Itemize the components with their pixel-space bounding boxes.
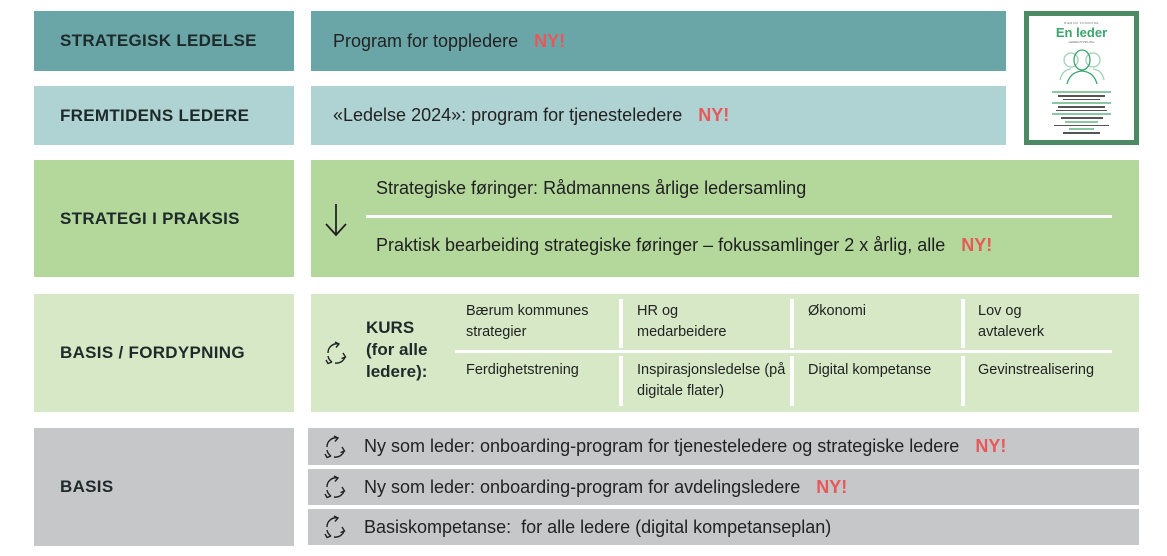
row-label-text: BASIS: [60, 477, 114, 496]
praktisk-bearbeiding-item: [376, 235, 992, 256]
course-grid-divider: [455, 350, 1112, 353]
program-toppledere-box: [311, 11, 1006, 71]
row-label-text: STRATEGISK LEDELSE: [60, 31, 257, 50]
course-grid-divider: [790, 356, 794, 406]
en-leder-cover-image: [1024, 11, 1139, 145]
cycle-icon: [323, 340, 349, 366]
cycle-icon: [322, 514, 348, 540]
basis-item-onboarding-tjenesteledere: [308, 428, 1139, 465]
basis-item-onboarding-avdelingsledere: [308, 469, 1139, 505]
course-inspirasjonsledelse: Inspirasjonsledelse (på digitale flater): [637, 362, 786, 399]
basis-item-text: Basiskompetanse: for alle ledere (digital kompetanseplan): [364, 516, 832, 537]
new-badge: NY!: [534, 30, 566, 51]
program-text: Program for toppledere: [333, 30, 519, 51]
basis-item-text: Ny som leder: onboarding-program for tjenesteledere og strategiske ledere: [364, 436, 960, 456]
new-badge: NY!: [816, 476, 848, 497]
row-label-text: BASIS / FORDYPNING: [60, 343, 245, 362]
course-ferdighetstrening: Ferdighetstrening: [466, 362, 579, 378]
strategi-i-praksis-box: [311, 160, 1139, 277]
divider: [366, 215, 1112, 218]
row-label-strategi-i-praksis: [34, 160, 294, 277]
course-baerum-strategier: Bærum kommunes strategier: [466, 303, 589, 340]
course-lov-avtaleverk: Lov og avtaleverk: [978, 303, 1045, 340]
row-label-text: FREMTIDENS LEDERE: [60, 105, 250, 125]
row-label-fremtidens-ledere: [34, 86, 294, 145]
kurs-label: [366, 317, 427, 383]
course-okonomi: Økonomi: [808, 303, 867, 319]
kurs-label-line: (for alle: [366, 340, 428, 359]
new-badge: NY!: [975, 436, 1007, 456]
course-grid-divider: [790, 299, 794, 348]
course-gevinstrealisering: Gevinstrealisering: [978, 362, 1095, 378]
row-label-basis-fordypning: [34, 294, 294, 412]
kurs-box: [311, 294, 1139, 412]
praktisk-bearbeiding-text: Praktisk bearbeiding strategiske føringer – fokussamlinger 2 x årlig, alle: [376, 235, 946, 255]
basis-item-text: Ny som leder: onboarding-program for avdelingsledere: [364, 476, 801, 497]
kurs-label-line: KURS: [366, 318, 415, 337]
ledelse-2024-box: [311, 86, 1006, 145]
cover-subtitle: LEDERUTVIKLING: [1068, 40, 1095, 44]
strategiske-foringer-text: Strategiske føringer: Rådmannens årlige ledersamling: [376, 178, 807, 198]
new-badge: NY!: [698, 105, 730, 125]
cover-title: En leder: [1055, 25, 1108, 40]
row-label-strategisk-ledelse: [34, 11, 294, 71]
kurs-label-line: ledere):: [366, 362, 428, 381]
cycle-icon: [322, 434, 348, 460]
cover-top-text: BÆRUM KOMMUNE: [1064, 21, 1099, 25]
people-icon: [1052, 46, 1112, 86]
row-label-basis: [34, 428, 294, 546]
cycle-icon: [322, 474, 348, 500]
down-arrow-icon: [324, 202, 348, 238]
new-badge: NY!: [961, 235, 993, 255]
row-label-text: STRATEGI I PRAKSIS: [60, 208, 240, 228]
cover-text-lines: [1040, 89, 1124, 136]
course-digital-kompetanse: Digital kompetanse: [808, 362, 932, 378]
basis-item-basiskompetanse: [308, 509, 1139, 545]
program-text: «Ledelse 2024»: program for tjenesteledere: [333, 105, 683, 125]
course-hr-medarbeidere: HR og medarbeidere: [637, 303, 727, 340]
